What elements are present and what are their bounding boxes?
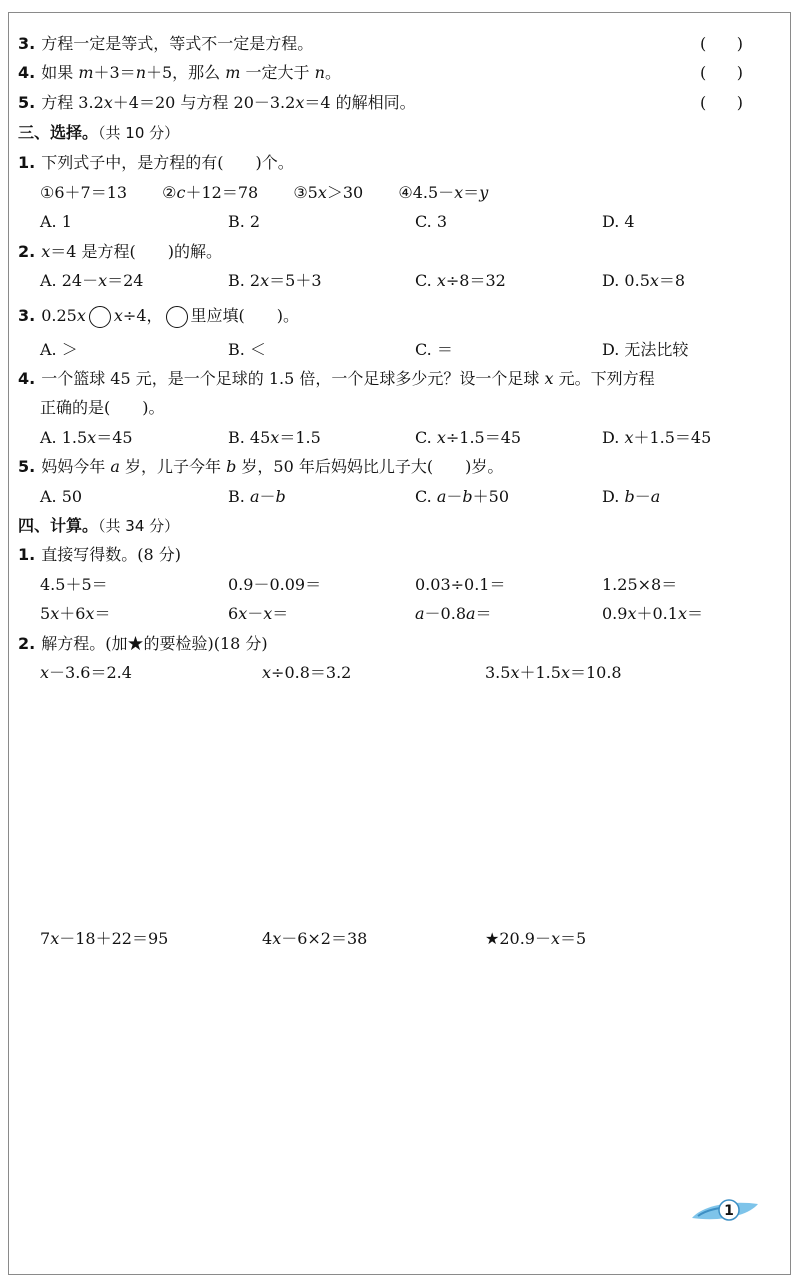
calc-item[interactable]: 4.5＋5＝ (40, 575, 108, 594)
choice-1-option-b[interactable]: B. 2 (228, 212, 261, 231)
answer-paren-5[interactable]: ( ) (700, 93, 743, 112)
equation-item[interactable]: ★20.9－x＝5 (485, 929, 587, 948)
calc-item[interactable]: 0.03÷0.1＝ (415, 575, 506, 594)
choice-2-option-c[interactable]: C. x÷8＝32 (415, 271, 506, 290)
judge-item-5: 5. 方程 3.2x＋4＝20 与方程 20－3.2x＝4 的解相同。 (18, 93, 416, 112)
judge-item-3: 3. 方程一定是等式，等式不一定是方程。 (18, 34, 314, 53)
answer-paren-4[interactable]: ( ) (700, 63, 743, 82)
calc-question-1: 1. 直接写得数。(8 分) (18, 545, 181, 564)
choice-1-expressions: ①6＋7＝13 ②c＋12＝78 ③5x＞30 ④4.5－x＝y (40, 183, 489, 202)
choice-1-option-c[interactable]: C. 3 (415, 212, 448, 231)
section-4-heading: 四、计算。（共 34 分） (18, 516, 180, 535)
choice-2-option-b[interactable]: B. 2x＝5＋3 (228, 271, 322, 290)
choice-3-option-b[interactable]: B. ＜ (228, 340, 266, 359)
choice-4-option-a[interactable]: A. 1.5x＝45 (40, 428, 133, 447)
compare-circle[interactable] (89, 306, 111, 328)
choice-question-4: 4. 一个篮球 45 元，是一个足球的 1.5 倍，一个足球多少元？设一个足球 x 元。下列方程 (18, 369, 655, 388)
calc-item[interactable]: 0.9x＋0.1x＝ (602, 604, 703, 623)
choice-5-option-b[interactable]: B. a－b (228, 487, 286, 506)
choice-3-option-d[interactable]: D. 无法比较 (602, 340, 689, 359)
choice-5-option-c[interactable]: C. a－b＋50 (415, 487, 510, 506)
choice-4-option-c[interactable]: C. x÷1.5＝45 (415, 428, 522, 447)
choice-4-option-d[interactable]: D. x＋1.5＝45 (602, 428, 712, 447)
choice-4-option-b[interactable]: B. 45x＝1.5 (228, 428, 321, 447)
choice-1-option-a[interactable]: A. 1 (40, 212, 72, 231)
choice-5-option-a[interactable]: A. 50 (40, 487, 83, 506)
choice-2-option-a[interactable]: A. 24－x＝24 (40, 271, 144, 290)
calc-question-2: 2. 解方程。(加★的要检验)(18 分) (18, 634, 268, 653)
choice-5-option-d[interactable]: D. b－a (602, 487, 661, 506)
equation-item[interactable]: 3.5x＋1.5x＝10.8 (485, 663, 622, 682)
choice-question-2: 2. x＝4 是方程( )的解。 (18, 242, 223, 261)
calc-item[interactable]: 6x－x＝ (228, 604, 289, 623)
choice-3-option-a[interactable]: A. ＞ (40, 340, 78, 359)
answer-paren-3[interactable]: ( ) (700, 34, 743, 53)
equation-item[interactable]: 4x－6×2＝38 (262, 929, 368, 948)
calc-item[interactable]: 0.9－0.09＝ (228, 575, 322, 594)
choice-question-1: 1. 下列式子中，是方程的有( )个。 (18, 153, 294, 172)
equation-item[interactable]: x－3.6＝2.4 (40, 663, 132, 682)
choice-question-5: 5. 妈妈今年 a 岁，儿子今年 b 岁，50 年后妈妈比儿子大( )岁。 (18, 457, 504, 476)
judge-item-4: 4. 如果 m＋3＝n＋5，那么 m 一定大于 n。 (18, 63, 341, 82)
page-number: 1 (724, 1203, 734, 1219)
choice-2-option-d[interactable]: D. 0.5x＝8 (602, 271, 686, 290)
compare-circle-ref (166, 306, 188, 328)
choice-1-option-d[interactable]: D. 4 (602, 212, 635, 231)
calc-item[interactable]: 5x＋6x＝ (40, 604, 111, 623)
choice-question-3: 3. 0.25x x÷4， 里应填( )。 (18, 304, 299, 328)
section-3-heading: 三、选择。（共 10 分） (18, 123, 180, 142)
equation-item[interactable]: x÷0.8＝3.2 (262, 663, 352, 682)
calc-item[interactable]: 1.25×8＝ (602, 575, 678, 594)
choice-3-option-c[interactable]: C. ＝ (415, 340, 453, 359)
equation-item[interactable]: 7x－18＋22＝95 (40, 929, 169, 948)
page-number-badge (690, 1196, 760, 1224)
choice-question-4-cont: 正确的是( )。 (40, 398, 165, 417)
calc-item[interactable]: a－0.8a＝ (415, 604, 492, 623)
